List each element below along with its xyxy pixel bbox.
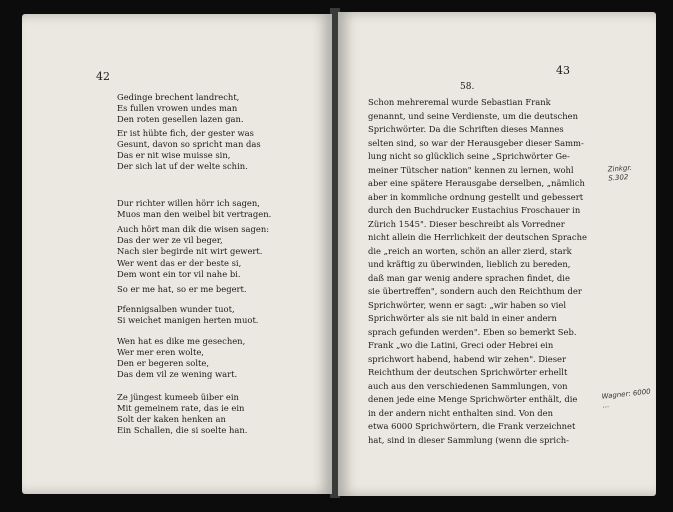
poem-line: Nach sier begirde nit wirt gewert.	[117, 246, 263, 256]
prose-line: aber eine spätere Herausgabe derselben, „nämlich	[368, 178, 585, 188]
poem-line: Den roten gesellen lazen gan.	[117, 114, 244, 124]
poem-line: Das er nit wise muisse sin,	[117, 150, 231, 160]
poem-line: Solt der kaken henken an	[117, 414, 226, 424]
poem-stanza	[117, 336, 245, 380]
prose-line: aber in kommliche ordnung gestellt und gebessert	[368, 191, 584, 202]
poem-line: Wer went das er der beste si,	[117, 258, 242, 268]
prose-line: lung nicht so glücklich seine „Sprichwörter Ge-	[368, 151, 570, 161]
poem-line: Pfennigsalben wunder tuot,	[117, 304, 235, 314]
poem-stanza	[117, 304, 258, 326]
poem-line: Ein Schallen, die si soelte han.	[117, 425, 248, 435]
poem-line: Si weichet manigen herten muot.	[117, 315, 259, 325]
poem-stanza	[117, 198, 271, 220]
poem-stanza	[117, 392, 247, 436]
poem-line: So er me hat, so er me begert.	[117, 284, 247, 294]
poem-line: Der sich lat uf der welte schin.	[117, 161, 248, 171]
poem-stanza	[117, 224, 269, 257]
poem-line: Den er begeren solte,	[117, 358, 210, 368]
prose-line: denen jede eine Menge Sprichwörter enthält, die	[368, 394, 578, 404]
left-page	[22, 14, 332, 494]
poem-stanza	[117, 128, 261, 172]
poem-line: Dem wont ein tor vil nahe bi.	[117, 269, 241, 279]
prose-line: durch den Buchdrucker Eustachius Froschauer in	[368, 205, 581, 215]
prose-line: Sprichwörter als sie nit bald in einer andern	[368, 313, 557, 323]
prose-line: sie übertreffen", sondern auch den Reichthum der	[368, 286, 582, 296]
right-page	[338, 12, 656, 496]
poem-stanza	[117, 258, 241, 280]
poem-line: Das der wer ze vil beger,	[117, 235, 223, 245]
prose-line: etwa 6000 Sprichwörtern, die Frank verzeichnet	[368, 421, 576, 431]
poem-line: Wer mer eren wolte,	[117, 347, 204, 357]
prose-body	[368, 96, 600, 447]
poem-line: Dur richter willen hörr ich sagen,	[117, 198, 260, 208]
poem-line: Es fullen vrowen undes man	[117, 103, 238, 113]
prose-line: meiner Tütscher nation" kennen zu lernen, wohl	[368, 164, 574, 175]
page-number: 42	[96, 70, 110, 83]
poem-stanza	[117, 284, 247, 295]
prose-line: nicht allein die Herrlichkeit der deutschen Sprache	[368, 232, 587, 242]
prose-line: in der andern nicht enthalten sind. Von den	[368, 407, 553, 418]
poem-line: Ze jüngest kumeeb üiber ein	[117, 392, 239, 402]
prose-line: sprach gefunden werden". Eben so bemerkt Seb.	[368, 326, 577, 337]
prose-line: Reichthum der deutschen Sprichwörter erhellt	[368, 367, 568, 377]
poem-line: Muos man den weibel bit vertragen.	[117, 209, 272, 219]
prose-line: Sprichwörter, wenn er sagt: „wir haben so viel	[368, 299, 567, 310]
prose-line: Schon mehreremal wurde Sebastian Frank	[368, 97, 551, 107]
prose-line: Frank „wo die Latini, Greci oder Hebrei ein	[368, 340, 554, 350]
poem-stanza	[117, 92, 244, 125]
poem-line: Mit gemeinem rate, das ie ein	[117, 403, 245, 413]
poem-line: Das dem vil ze wening wart.	[117, 369, 238, 379]
prose-line: hat, sind in dieser Sammlung (wenn die sprich-	[368, 434, 569, 445]
page-number: 43	[556, 64, 570, 77]
section-number: 58.	[460, 82, 475, 92]
prose-line: selten sind, so war der Herausgeber dieser Samm-	[368, 137, 584, 148]
margin-note: Zinkgr. S.302	[607, 163, 633, 183]
prose-line: daß man gar wenig andere sprachen findet, die	[368, 272, 570, 283]
poem-line: Auch hört man dik die wisen sagen:	[117, 224, 270, 234]
prose-line: Sprichwörter. Da die Schriften dieses Mannes	[368, 124, 564, 134]
poem-line: Gesunt, davon so spricht man das	[117, 139, 261, 149]
prose-line: die „reich an worten, schön an aller zierd, stark	[368, 245, 572, 256]
poem-line: Gedinge brechent landrecht,	[117, 92, 240, 102]
poem-line: Er ist hübte fich, der gester was	[117, 128, 254, 138]
poem-line: Wen hat es dike me gesechen,	[117, 336, 246, 346]
prose-line: sprichwort habend, habend wir zehen". Dieser	[368, 353, 566, 364]
prose-line: und kräftig zu überwinden, lieblich zu bereden,	[368, 259, 571, 269]
prose-line: auch aus den verschiedenen Sammlungen, von	[368, 380, 568, 391]
prose-line: genannt, und seine Verdienste, um die deutschen	[368, 110, 578, 121]
prose-line: Zürich 1545". Dieser beschreibt als Vorredner	[368, 218, 565, 229]
margin-note: Wagner: 6000 ...	[601, 387, 652, 410]
